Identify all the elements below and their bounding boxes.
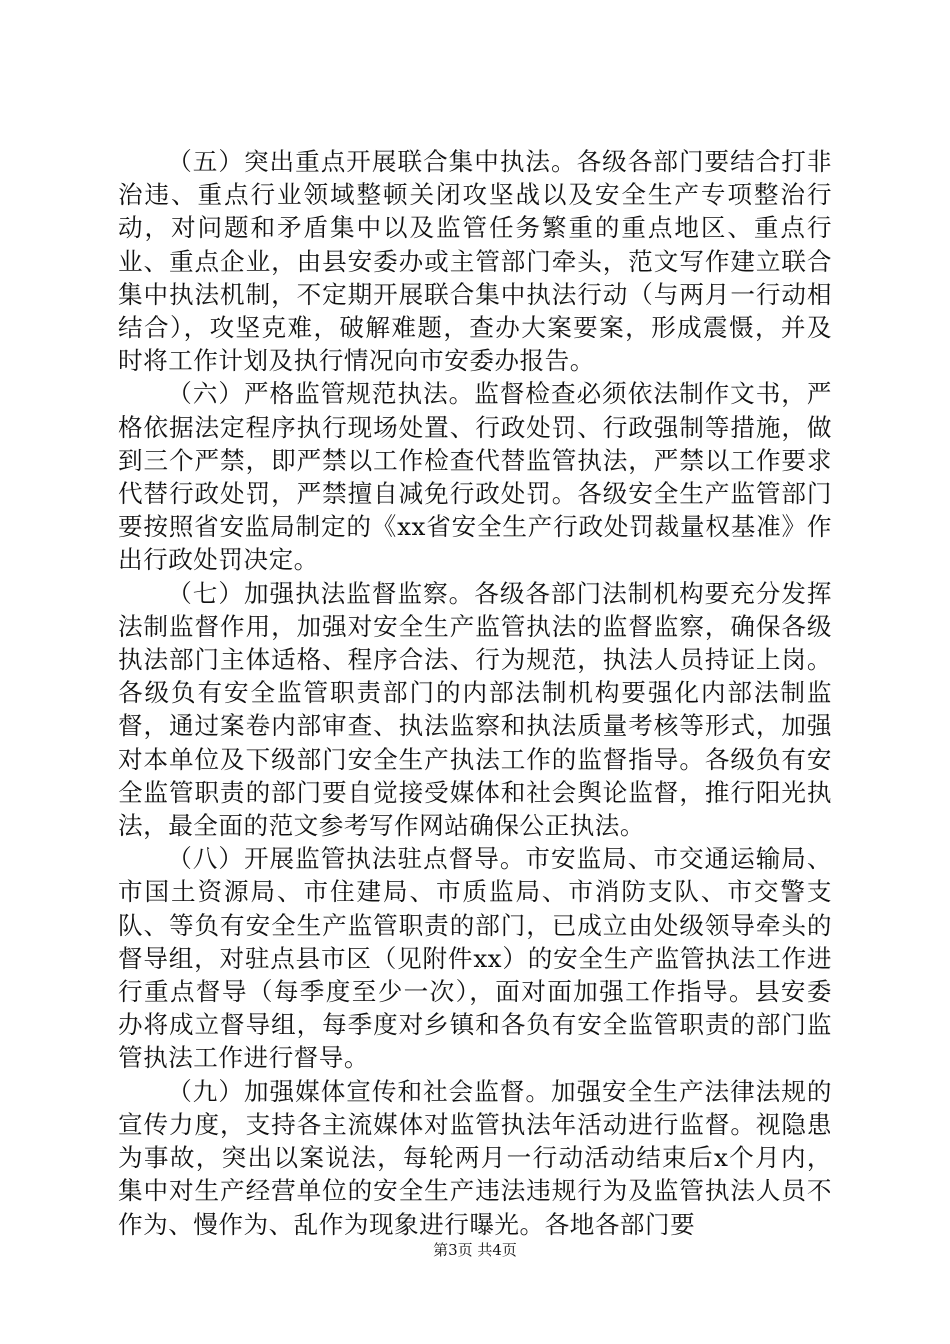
paragraph-5: （五）突出重点开展联合集中执法。各级各部门要结合打非治违、重点行业领域整顿关闭攻坚战以及安全生产专项整治行动，对问题和矛盾集中以及监管任务繁重的重点地区、重点行业、重点企业，由县安委办或主管部门牵头，范文写作建立联合集中执法机制，不定期开展联合集中执法行动（与两月一行动相结合），攻坚克难，破解难题，查办大案要案，形成震慑，并及时将工作计划及执行情况向市安委办报告。	[118, 147, 832, 376]
paragraph-9: （九）加强媒体宣传和社会监督。加强安全生产法律法规的宣传力度，支持各主流媒体对监管执法年活动进行监督。视隐患为事故，突出以案说法，每轮两月一行动活动结束后x个月内，集中对生产经营单位的安全生产违法违规行为及监管执法人员不作为、慢作为、乱作为现象进行曝光。各地各部门要	[118, 1076, 832, 1239]
paragraph-6: （六）严格监管规范执法。监督检查必须依法制作文书，严格依据法定程序执行现场处置、行政处罚、行政强制等措施，做到三个严禁，即严禁以工作检查代替监管执法，严禁以工作要求代替行政处罚，严禁擅自减免行政处罚。各级安全生产监管部门要按照省安监局制定的《xx省安全生产行政处罚裁量权基准》作出行政处罚决定。	[118, 379, 832, 575]
page-number-footer: 第3页 共4页	[433, 1241, 517, 1259]
document-body	[118, 145, 832, 1241]
paragraph-7: （七）加强执法监督监察。各级各部门法制机构要充分发挥法制监督作用，加强对安全生产监管执法的监督监察，确保各级执法部门主体适格、程序合法、行为规范，执法人员持证上岗。各级负有安全监管职责部门的内部法制机构要强化内部法制监督，通过案卷内部审查、执法监察和执法质量考核等形式，加强对本单位及下级部门安全生产执法工作的监督指导。各级负有安全监管职责的部门要自觉接受媒体和社会舆论监督，推行阳光执法，最全面的范文参考写作网站确保公正执法。	[118, 578, 832, 841]
paragraph-8: （八）开展监管执法驻点督导。市安监局、市交通运输局、市国土资源局、市住建局、市质监局、市消防支队、市交警支队、等负有安全生产监管职责的部门，已成立由处级领导牵头的督导组，对驻点县市区（见附件xx）的安全生产监管执法工作进行重点督导（每季度至少一次），面对面加强工作指导。县安委办将成立督导组，每季度对乡镇和各负有安全监管职责的部门监管执法工作进行督导。	[118, 844, 832, 1073]
